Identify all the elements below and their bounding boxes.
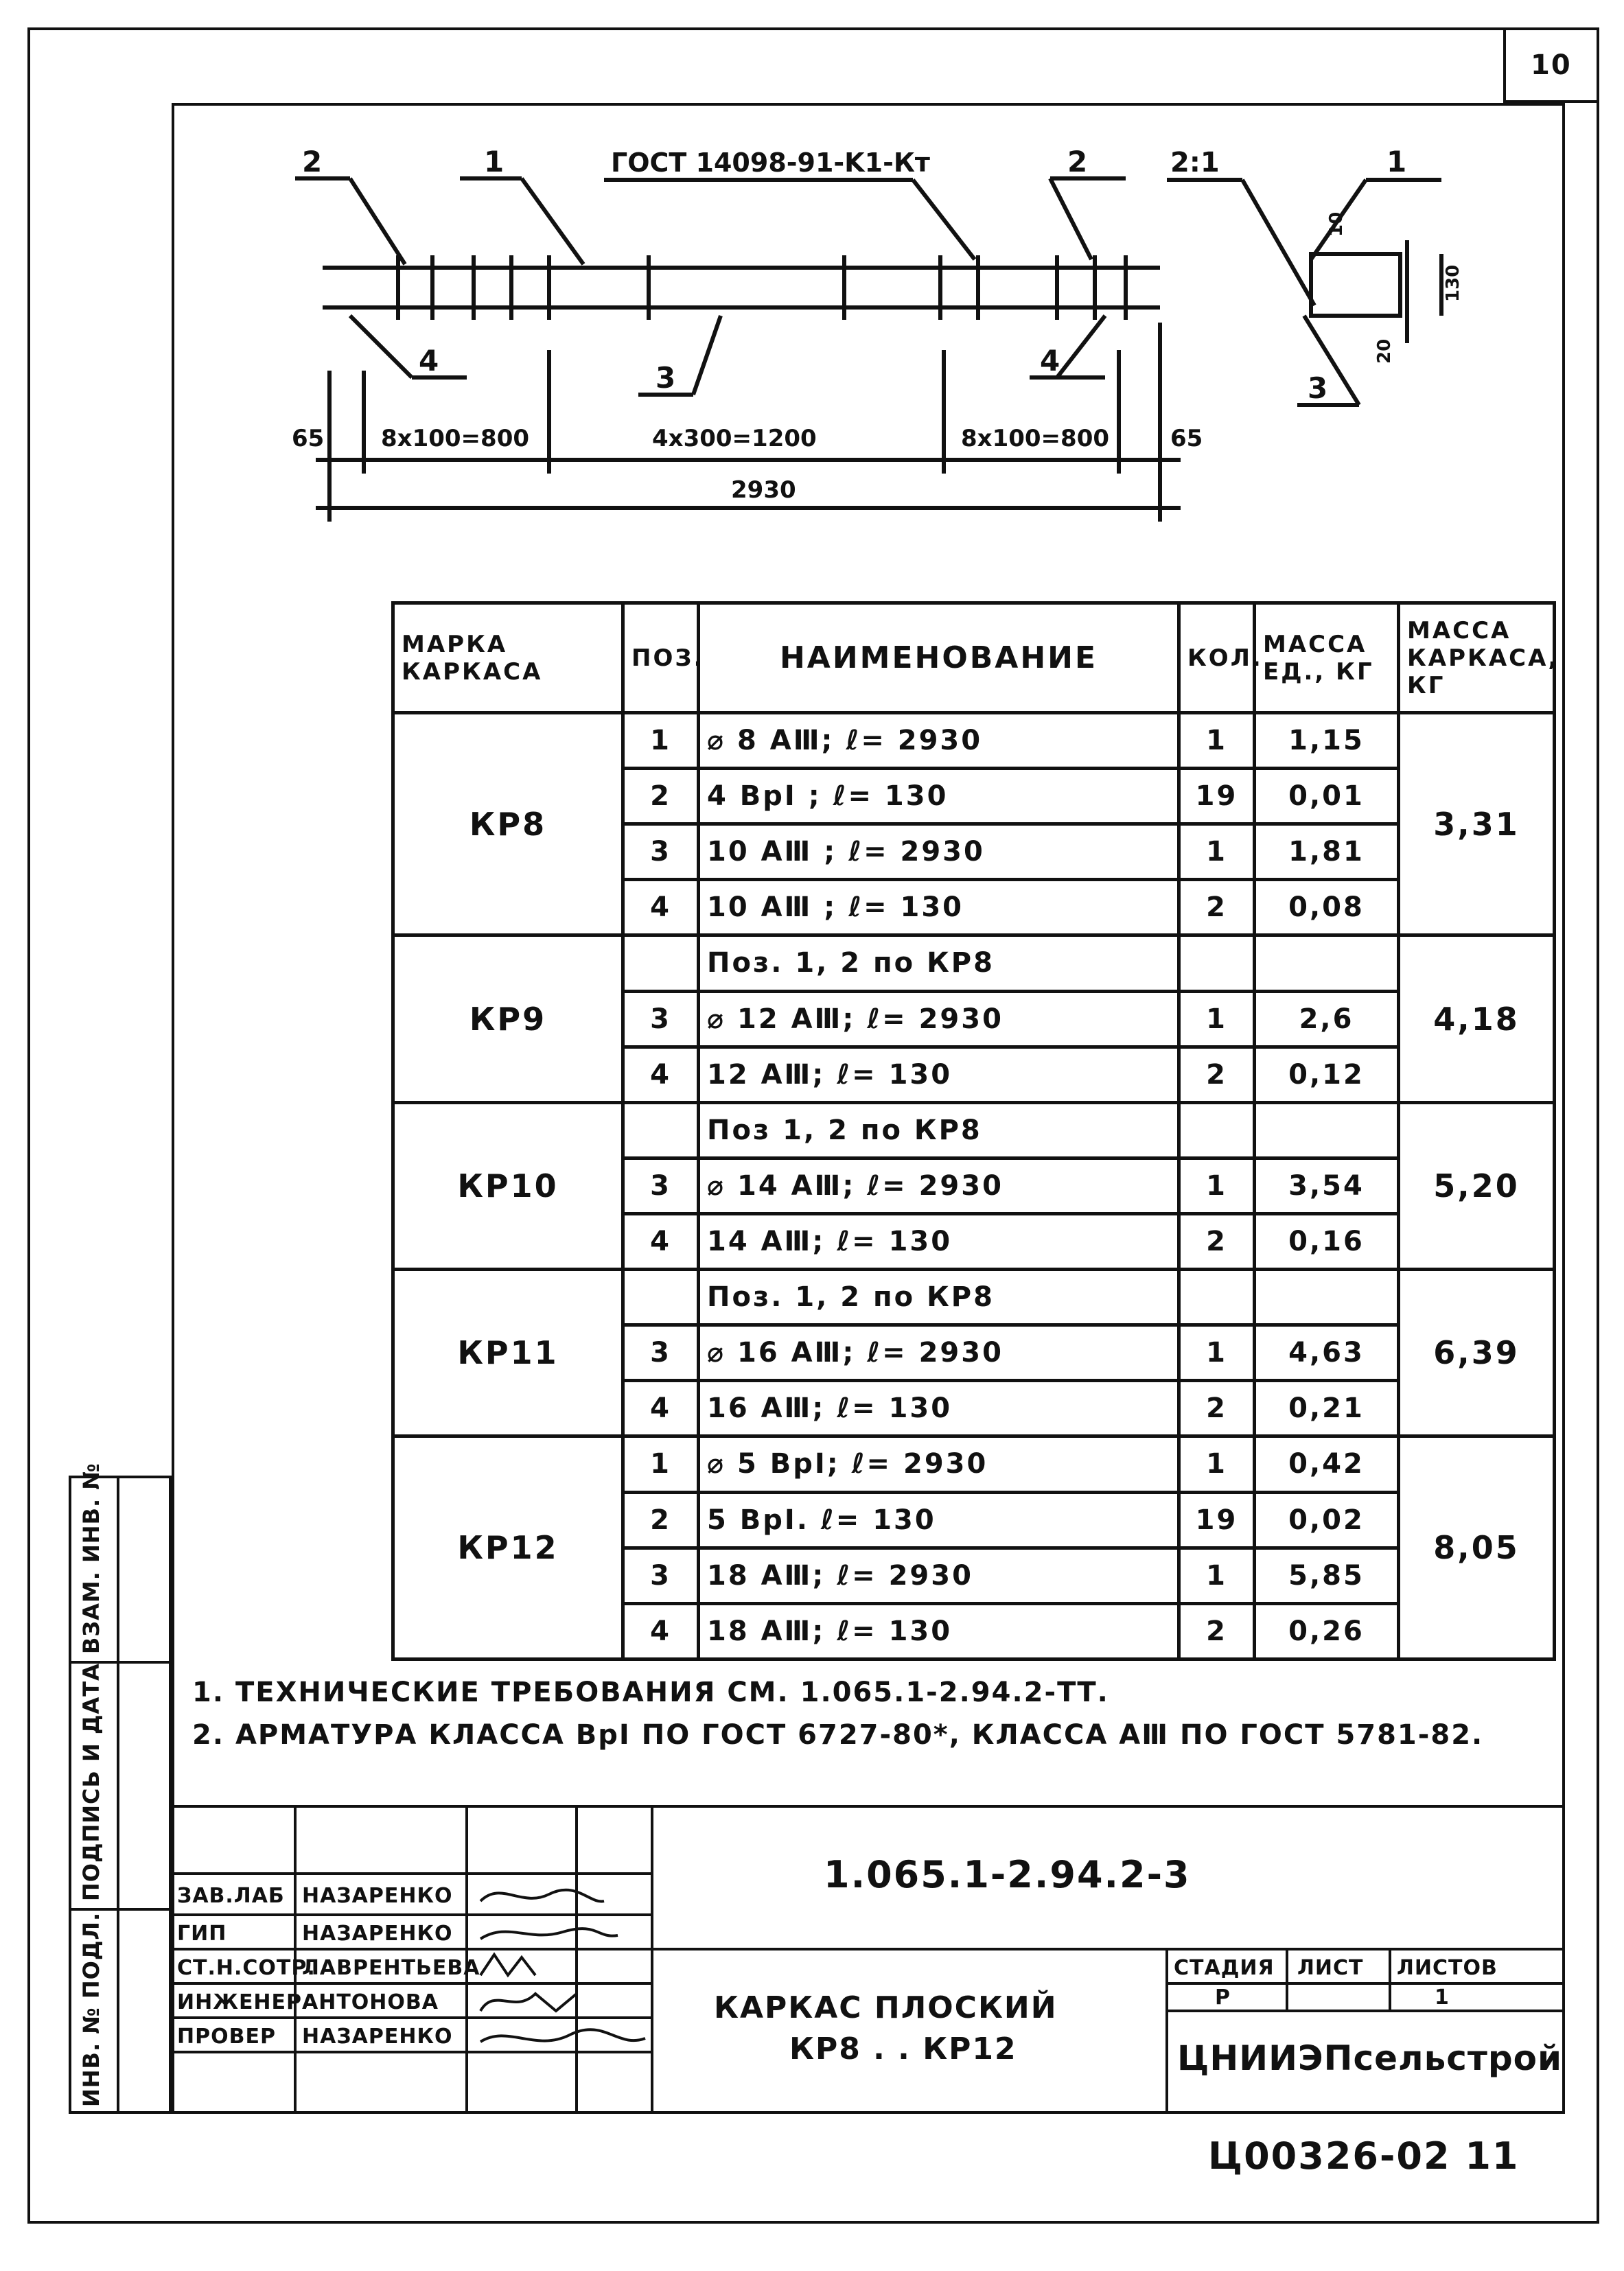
- doc-code: 1.065.1-2.94.2-3: [824, 1853, 1191, 1896]
- row-name: Поз. 1, 2 по КР8: [699, 1270, 1179, 1325]
- spec-table: [391, 601, 1559, 1661]
- pos-label-2a: 2: [302, 145, 323, 178]
- row-name: 16 АⅢ; ℓ= 130: [699, 1381, 1179, 1436]
- row-pos: 4: [623, 1603, 699, 1659]
- row-name: ⌀ 8 АⅢ; ℓ= 2930: [699, 713, 1179, 769]
- row-mass: 0,12: [1255, 1047, 1399, 1102]
- dim-mid: 4x300=1200: [652, 425, 817, 452]
- staff-role-0: ЗАВ.ЛАБ: [177, 1884, 285, 1908]
- stage-value: Р: [1215, 1985, 1231, 2010]
- gost-label: ГОСТ 14098-91-K1-Кт: [611, 148, 930, 178]
- row-qty: 1: [1179, 991, 1255, 1047]
- header-mark: МАРКА КАРКАСА: [393, 603, 623, 713]
- frame-mark: КР9: [393, 935, 623, 1102]
- row-mass: [1255, 1102, 1399, 1158]
- row-mass: 2,6: [1255, 991, 1399, 1047]
- row-name: 5 ВрⅠ. ℓ= 130: [699, 1492, 1179, 1548]
- frame-mark: КР11: [393, 1270, 623, 1436]
- row-mass: 0,26: [1255, 1603, 1399, 1659]
- title-line-2: КР8 . . КР12: [789, 2031, 1017, 2066]
- row-pos: 1: [623, 1436, 699, 1492]
- row-mass: 0,21: [1255, 1381, 1399, 1436]
- table-row: [393, 935, 1555, 991]
- org-name: ЦНИИЭПсельстрой: [1177, 2038, 1563, 2078]
- dim-edge-left: 65: [292, 425, 325, 452]
- table-row: [393, 713, 1555, 769]
- row-name: ⌀ 14 АⅢ; ℓ= 2930: [699, 1158, 1179, 1213]
- row-qty: 2: [1179, 880, 1255, 935]
- row-qty: [1179, 1102, 1255, 1158]
- row-name: ⌀ 16 АⅢ; ℓ= 2930: [699, 1325, 1179, 1381]
- pos-label-1a: 1: [484, 145, 504, 178]
- sec-dim-20: 20: [1374, 338, 1395, 364]
- row-name: ⌀ 5 ВрⅠ; ℓ= 2930: [699, 1436, 1179, 1492]
- frame-total: 6,39: [1399, 1270, 1555, 1436]
- staff-name-4: НАЗАРЕНКО: [302, 2025, 453, 2049]
- pos-label-1b: 1: [1387, 145, 1407, 178]
- row-qty: 1: [1179, 1158, 1255, 1213]
- row-pos: 4: [623, 1047, 699, 1102]
- side-label-vzam: ВЗАМ. ИНВ. №: [78, 1463, 104, 1654]
- header-name: НАИМЕНОВАНИЕ: [699, 603, 1179, 713]
- row-mass: [1255, 935, 1399, 991]
- dim-edge-right: 65: [1170, 425, 1203, 452]
- row-qty: 1: [1179, 1548, 1255, 1603]
- row-mass: 0,08: [1255, 880, 1399, 935]
- row-name: 4 ВрⅠ ; ℓ= 130: [699, 769, 1179, 824]
- side-divider-v: [117, 1476, 119, 2114]
- row-qty: 19: [1179, 769, 1255, 824]
- row-qty: [1179, 1270, 1255, 1325]
- sec-dim-10: 10: [1326, 211, 1347, 237]
- row-pos: 3: [623, 1158, 699, 1213]
- row-mass: 3,54: [1255, 1158, 1399, 1213]
- row-name: 14 АⅢ; ℓ= 130: [699, 1213, 1179, 1269]
- row-pos: 4: [623, 880, 699, 935]
- staff-role-4: ПРОВЕР: [177, 2025, 276, 2049]
- staff-name-2: ЛАВРЕНТЬЕВА: [302, 1956, 480, 1980]
- row-mass: 0,16: [1255, 1213, 1399, 1269]
- side-label-inv: ИНВ. № ПОДЛ.: [78, 1911, 104, 2107]
- row-qty: 1: [1179, 824, 1255, 880]
- row-pos: 3: [623, 991, 699, 1047]
- row-name: 12 АⅢ; ℓ= 130: [699, 1047, 1179, 1102]
- sheet-label: ЛИСТ: [1297, 1956, 1364, 1980]
- stamp-code: Ц00326-02 11: [1208, 2134, 1520, 2178]
- row-name: 10 АⅢ ; ℓ= 130: [699, 880, 1179, 935]
- pos-label-3b: 3: [1308, 371, 1328, 405]
- pos-label-4a: 4: [419, 344, 439, 377]
- row-mass: 0,01: [1255, 769, 1399, 824]
- row-mass: 5,85: [1255, 1548, 1399, 1603]
- row-pos: 2: [623, 769, 699, 824]
- row-pos: [623, 1102, 699, 1158]
- frame-total: 3,31: [1399, 713, 1555, 935]
- note-2: 2. АРМАТУРА КЛАССА ВрⅠ ПО ГОСТ 6727-80*, КЛАССА АⅢ ПО ГОСТ 5781-82.: [192, 1719, 1484, 1751]
- staff-name-3: АНТОНОВА: [302, 1990, 439, 2014]
- row-qty: 19: [1179, 1492, 1255, 1548]
- row-name: Поз. 1, 2 по КР8: [699, 935, 1179, 991]
- row-qty: 2: [1179, 1603, 1255, 1659]
- row-pos: 1: [623, 713, 699, 769]
- row-mass: [1255, 1270, 1399, 1325]
- frame-total: 8,05: [1399, 1436, 1555, 1659]
- cage-drawing: [0, 0, 1624, 549]
- spec-body: [393, 713, 1555, 1659]
- row-qty: 1: [1179, 713, 1255, 769]
- header-mass-frame: МАССА КАРКАСА, КГ: [1399, 603, 1555, 713]
- frame-total: 4,18: [1399, 935, 1555, 1102]
- header-pos: ПОЗ.: [623, 603, 699, 713]
- staff-name-0: НАЗАРЕНКО: [302, 1884, 453, 1908]
- staff-role-2: СТ.Н.СОТР.: [177, 1956, 316, 1980]
- row-name: Поз 1, 2 по КР8: [699, 1102, 1179, 1158]
- table-row: [393, 1270, 1555, 1325]
- row-qty: 2: [1179, 1213, 1255, 1269]
- dim-right: 8x100=800: [961, 425, 1110, 452]
- frame-total: 5,20: [1399, 1102, 1555, 1269]
- row-pos: [623, 1270, 699, 1325]
- side-divider-2: [69, 1908, 172, 1911]
- row-pos: [623, 935, 699, 991]
- row-name: 18 АⅢ; ℓ= 2930: [699, 1548, 1179, 1603]
- sec-dim-130: 130: [1443, 264, 1463, 302]
- stage-label: СТАДИЯ: [1174, 1956, 1275, 1980]
- frame-mark: КР12: [393, 1436, 623, 1659]
- row-qty: 1: [1179, 1325, 1255, 1381]
- row-pos: 2: [623, 1492, 699, 1548]
- row-pos: 4: [623, 1381, 699, 1436]
- staff-name-1: НАЗАРЕНКО: [302, 1922, 453, 1946]
- header-mass-unit: МАССА ЕД., КГ: [1255, 603, 1399, 713]
- row-mass: 4,63: [1255, 1325, 1399, 1381]
- row-pos: 3: [623, 1548, 699, 1603]
- row-mass: 1,15: [1255, 713, 1399, 769]
- frame-mark: КР8: [393, 713, 623, 935]
- row-qty: 1: [1179, 1436, 1255, 1492]
- table-row: [393, 1102, 1555, 1158]
- title-line-1: КАРКАС ПЛОСКИЙ: [714, 1990, 1058, 2025]
- note-1: 1. ТЕХНИЧЕСКИЕ ТРЕБОВАНИЯ СМ. 1.065.1-2.94.2-ТТ.: [192, 1677, 1109, 1708]
- pos-label-2b: 2: [1067, 145, 1088, 178]
- sheets-value: 1: [1435, 1985, 1450, 2010]
- frame-mark: КР10: [393, 1102, 623, 1269]
- row-mass: 0,02: [1255, 1492, 1399, 1548]
- pos-label-3a: 3: [656, 361, 676, 395]
- page-number: 10: [1531, 49, 1572, 81]
- row-name: 10 АⅢ ; ℓ= 2930: [699, 824, 1179, 880]
- sheets-label: ЛИСТОВ: [1397, 1956, 1498, 1980]
- notes: [192, 1671, 1483, 1756]
- row-name: 18 АⅢ; ℓ= 130: [699, 1603, 1179, 1659]
- side-label-podpis: ПОДПИСЬ И ДАТА: [78, 1663, 104, 1901]
- row-pos: 3: [623, 1325, 699, 1381]
- table-row: [393, 1436, 1555, 1492]
- pos-label-4b: 4: [1040, 344, 1060, 377]
- row-pos: 3: [623, 824, 699, 880]
- row-mass: 0,42: [1255, 1436, 1399, 1492]
- row-qty: 2: [1179, 1381, 1255, 1436]
- row-qty: [1179, 935, 1255, 991]
- row-pos: 4: [623, 1213, 699, 1269]
- header-qty: КОЛ.: [1179, 603, 1255, 713]
- staff-role-3: ИНЖЕНЕР: [177, 1990, 303, 2014]
- row-name: ⌀ 12 АⅢ; ℓ= 2930: [699, 991, 1179, 1047]
- scale-label: 2:1: [1170, 147, 1220, 178]
- row-mass: 1,81: [1255, 824, 1399, 880]
- row-qty: 2: [1179, 1047, 1255, 1102]
- dim-left: 8x100=800: [381, 425, 530, 452]
- dim-total: 2930: [731, 476, 796, 504]
- staff-role-1: ГИП: [177, 1922, 227, 1946]
